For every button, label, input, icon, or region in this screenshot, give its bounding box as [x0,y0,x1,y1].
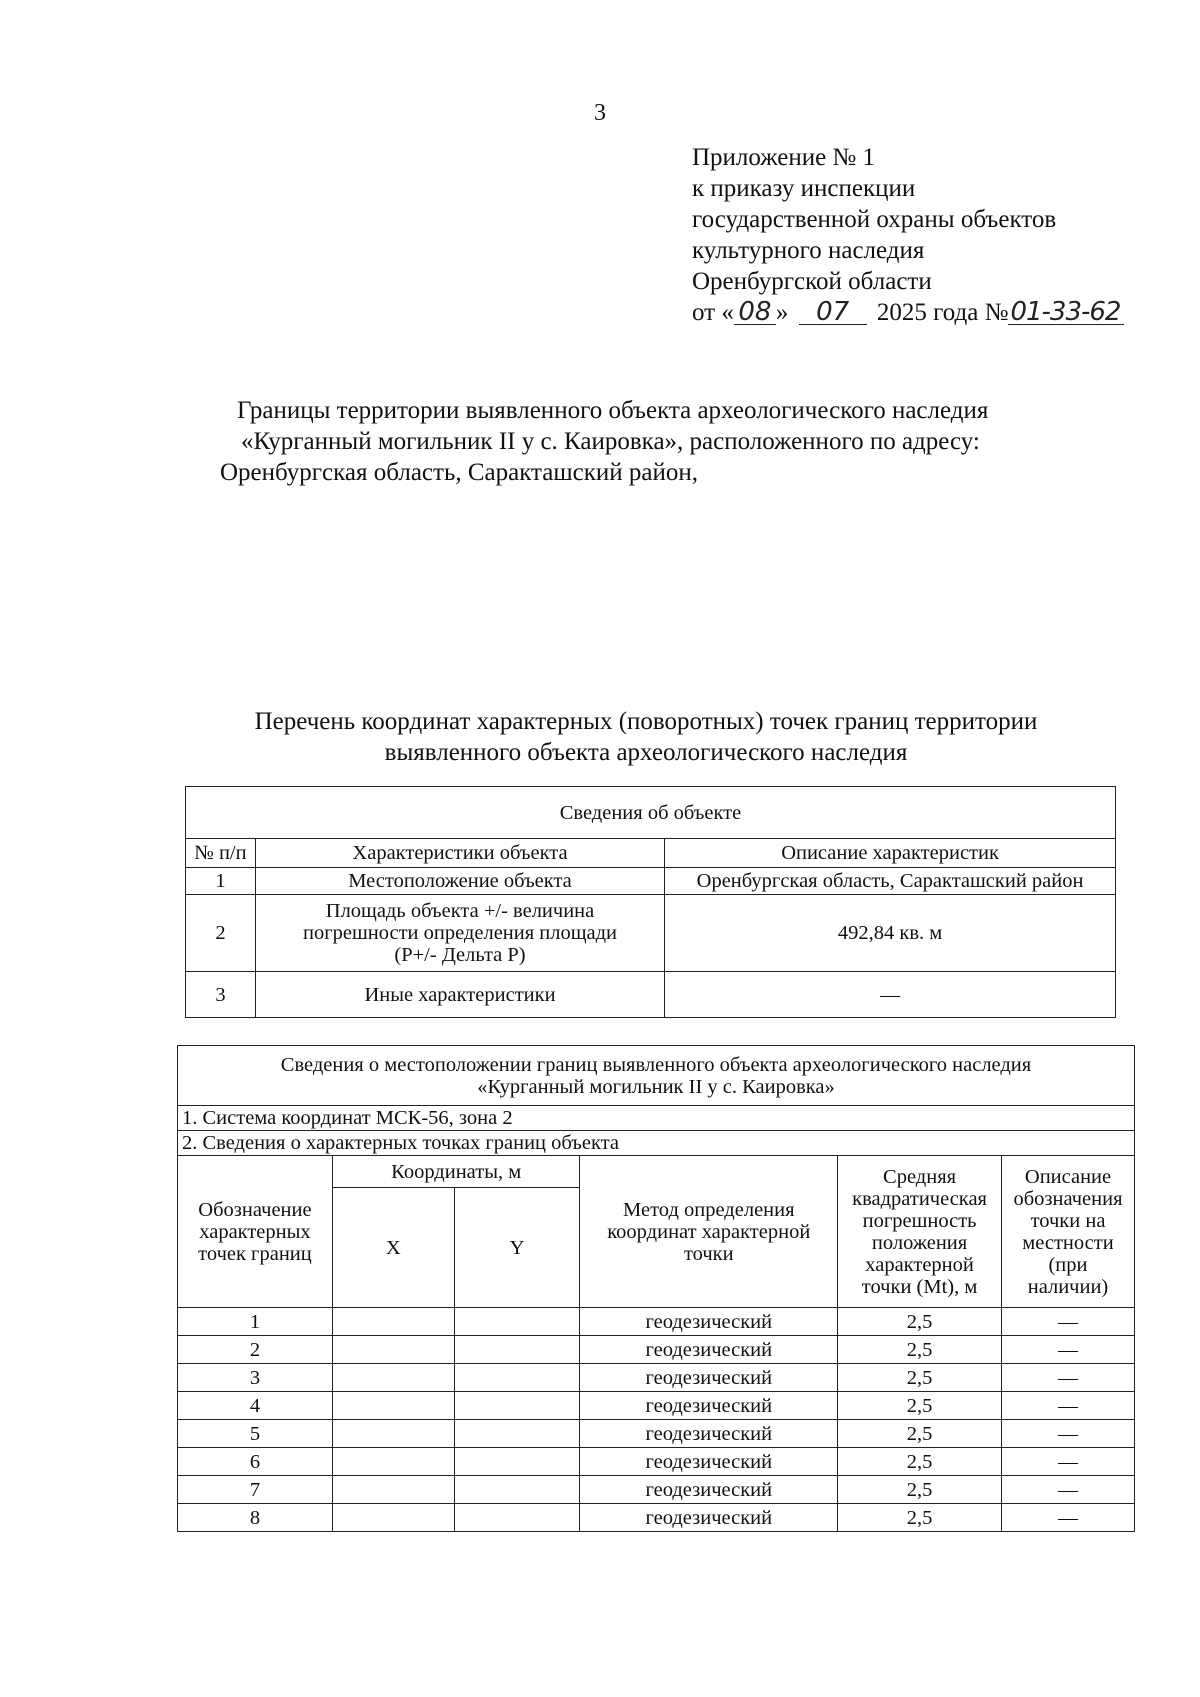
header-line: точки (Mt), м [861,1275,978,1298]
header-line: наличии) [1027,1275,1109,1298]
cell-method: геодезический [580,1420,838,1448]
title-line-3: Оренбургская область, Саракташский район, [220,459,698,486]
object-info-table [185,786,1116,1018]
cell-point: 8 [178,1504,333,1532]
cell-y [454,1448,580,1476]
table-row [178,1392,1135,1420]
cell-desc: — [1002,1364,1135,1392]
cell-x [332,1448,454,1476]
table-row [186,972,1116,1018]
appendix-line-4: культурного наследия [692,237,925,264]
boundary-table-heading [178,1046,1135,1106]
cell-y [454,1336,580,1364]
cell-method: геодезический [580,1336,838,1364]
appendix-line-1: Приложение № 1 [692,144,876,171]
table-row [178,1504,1135,1532]
cell-x [332,1392,454,1420]
date-year-text: 2025 года № [876,299,1009,326]
points-info-row: 2. Сведения о характерных точках границ объекта [178,1131,1135,1156]
table-row [186,895,1116,972]
cell-y [454,1364,580,1392]
cell-y [454,1308,580,1336]
header-line: координат характерной [607,1220,811,1243]
row-name-line-1: Площадь объекта +/- величина [325,900,595,922]
header-line: Средняя [883,1165,957,1188]
cell-method: геодезический [580,1364,838,1392]
handwritten-order-number: 01-33-62 [1008,300,1124,325]
row-name: Местоположение объекта [255,868,664,895]
cell-error: 2,5 [838,1392,1002,1420]
cell-method: геодезический [580,1392,838,1420]
cell-x [332,1308,454,1336]
header-line: местности [1022,1231,1114,1254]
subtitle-line-2: выявленного объекта археологического наследия [384,739,908,766]
row-value: 492,84 кв. м [665,895,1116,972]
row-value: Оренбургская область, Саракташский район [665,868,1116,895]
cell-point: 3 [178,1364,333,1392]
cell-desc: — [1002,1504,1135,1532]
row-name [255,895,664,972]
cell-error: 2,5 [838,1420,1002,1448]
cell-desc: — [1002,1336,1135,1364]
cell-y [454,1420,580,1448]
cell-desc: — [1002,1308,1135,1336]
boundary-coordinates-table [177,1045,1135,1532]
header-line: Обозначение [198,1198,312,1221]
cell-method: геодезический [580,1476,838,1504]
row-num: 1 [186,868,256,895]
cell-error: 2,5 [838,1364,1002,1392]
cell-y [454,1504,580,1532]
cell-point: 5 [178,1420,333,1448]
header-line: Метод определения [623,1198,795,1221]
col-header-point [178,1156,333,1308]
boundary-heading-line-2: «Курганный могильник II у с. Каировка» [477,1075,835,1098]
boundary-heading-line-1: Сведения о местоположении границ выявленного объекта археологического наследия [280,1053,1032,1076]
appendix-line-2: к приказу инспекции [692,175,916,202]
header-line: точек границ [198,1242,312,1265]
header-line: точки [683,1242,734,1265]
cell-x [332,1420,454,1448]
cell-desc: — [1002,1476,1135,1504]
page-number: 3 [594,100,606,126]
cell-method: геодезический [580,1308,838,1336]
coordinates-list-title [0,706,1200,768]
table-row [178,1336,1135,1364]
col-header-description: Описание характеристик [665,839,1116,868]
cell-error: 2,5 [838,1504,1002,1532]
cell-error: 2,5 [838,1336,1002,1364]
col-header-method [580,1156,838,1308]
date-day-close: » [775,299,789,326]
header-line: положения [871,1231,968,1254]
col-header-description [1002,1156,1135,1308]
cell-x [332,1336,454,1364]
col-header-coordinates: Координаты, м [332,1156,580,1188]
header-line: характерной [865,1253,974,1276]
row-num: 2 [186,895,256,972]
header-line: точки на [1030,1209,1106,1232]
subtitle-line-1: Перечень координат характерных (поворотных) точек границ территории [254,708,1038,735]
cell-point: 2 [178,1336,333,1364]
cell-y [454,1476,580,1504]
table-row [186,868,1116,895]
cell-x [332,1364,454,1392]
object-table-heading: Сведения об объекте [186,787,1116,839]
row-num: 3 [186,972,256,1018]
cell-method: геодезический [580,1448,838,1476]
handwritten-day: 08 [734,300,776,325]
table-row [178,1476,1135,1504]
row-name-line-3: (P+/- Дельта P) [394,944,526,966]
cell-desc: — [1002,1448,1135,1476]
appendix-date-line [692,297,1124,328]
appendix-block [692,142,1124,328]
header-line: погрешность [862,1209,977,1232]
cell-error: 2,5 [838,1308,1002,1336]
cell-point: 6 [178,1448,333,1476]
row-name-line-2: погрешности определения площади [302,922,618,944]
cell-desc: — [1002,1392,1135,1420]
document-title [210,395,1070,488]
cell-desc: — [1002,1420,1135,1448]
table-row [178,1364,1135,1392]
date-prefix: от « [692,299,734,326]
col-header-x: X [332,1188,454,1308]
col-header-characteristic: Характеристики объекта [255,839,664,868]
col-header-y: Y [454,1188,580,1308]
title-line-2: «Курганный могильник II у с. Каировка», расположенного по адресу: [241,428,980,455]
cell-y [454,1392,580,1420]
cell-point: 1 [178,1308,333,1336]
table-row [178,1420,1135,1448]
cell-method: геодезический [580,1504,838,1532]
title-line-1: Границы территории выявленного объекта археологического наследия [237,397,989,424]
cell-x [332,1476,454,1504]
col-header-num: № п/п [186,839,256,868]
cell-error: 2,5 [838,1476,1002,1504]
header-line: квадратическая [852,1187,987,1210]
cell-point: 7 [178,1476,333,1504]
cell-point: 4 [178,1392,333,1420]
header-line: характерных [199,1220,311,1243]
table-row [178,1308,1135,1336]
cell-error: 2,5 [838,1448,1002,1476]
row-name: Иные характеристики [255,972,664,1018]
coordinate-system-row: 1. Система координат МСК-56, зона 2 [178,1106,1135,1131]
table-row [178,1448,1135,1476]
header-line: (при [1048,1253,1088,1276]
cell-x [332,1504,454,1532]
handwritten-month: 07 [799,300,867,325]
header-line: Описание [1024,1165,1112,1188]
header-line: обозначения [1013,1187,1123,1210]
appendix-line-5: Оренбургской области [692,268,932,295]
row-value: — [665,972,1116,1018]
appendix-line-3: государственной охраны объектов [692,206,1057,233]
col-header-error [838,1156,1002,1308]
